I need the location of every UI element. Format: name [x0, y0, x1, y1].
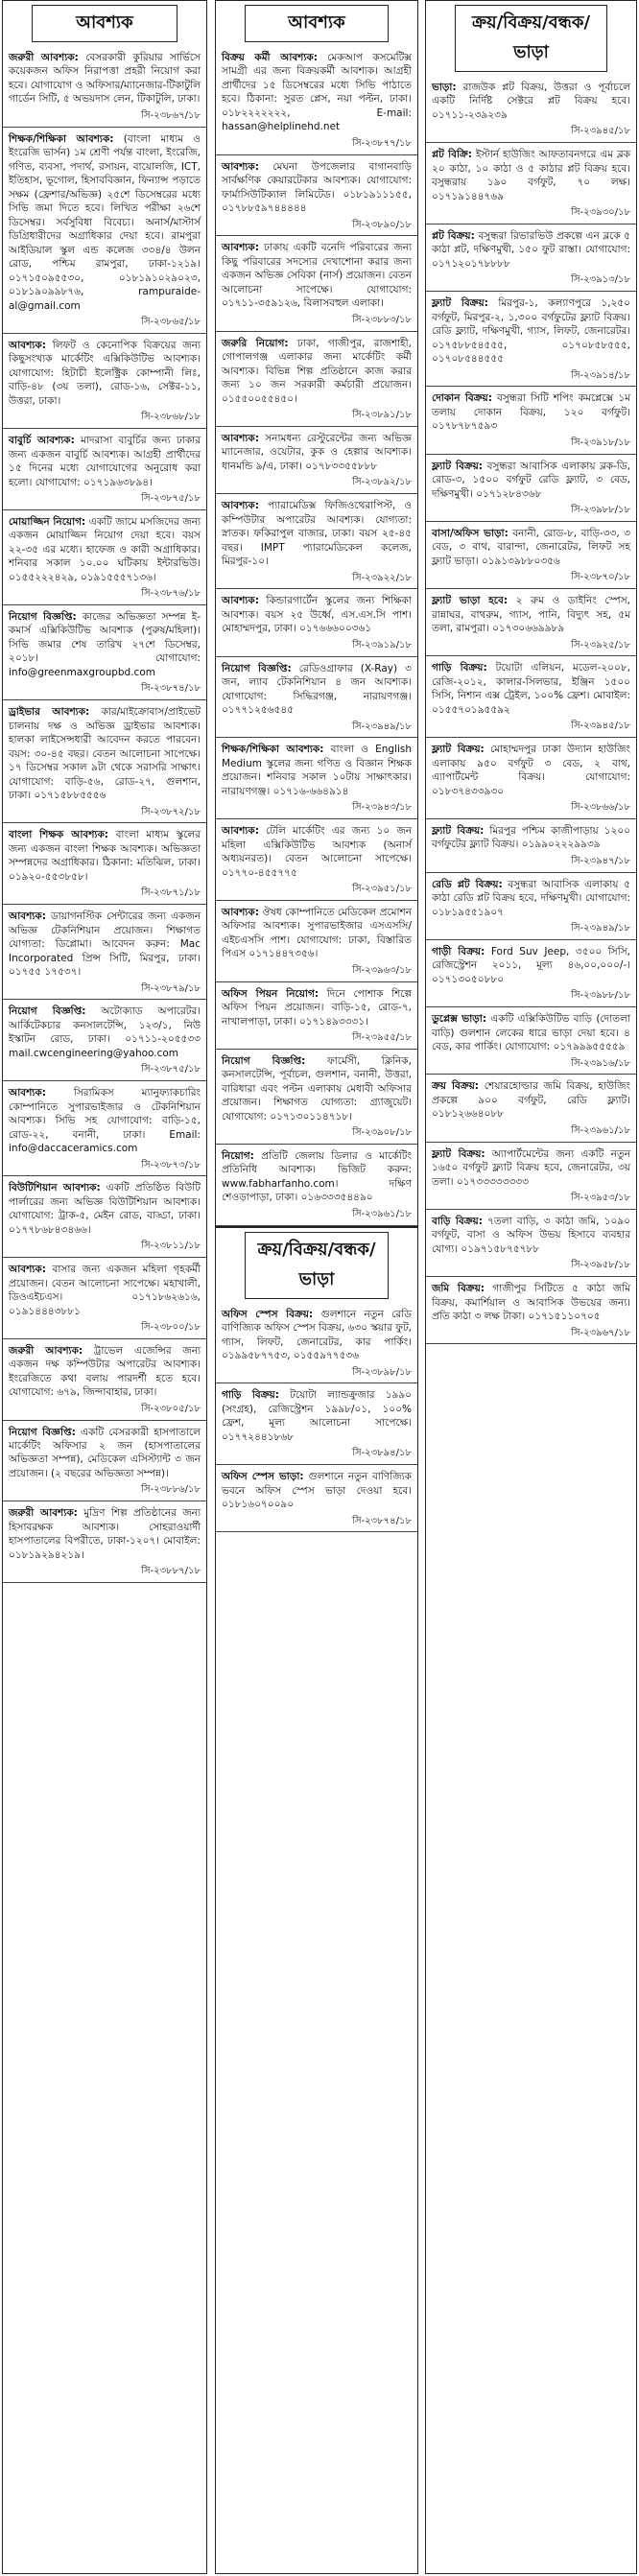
- classified-ad: [426, 522, 636, 589]
- ad-title: অফিস স্পেস বিক্রয়:: [222, 1308, 314, 1320]
- ad-title: বাসা/অফিস ভাড়া:: [432, 527, 509, 539]
- ad-reference: সি-২৩৮৭৬/১৮: [141, 588, 201, 600]
- ad-reference: সি-২৩৮৭৫/১৮: [141, 492, 201, 504]
- classified-ad: [216, 901, 417, 982]
- classified-ad: [426, 225, 636, 292]
- classified-ad: [426, 940, 636, 1007]
- ad-reference: সি-২৩৮৬৫/১৮: [141, 317, 201, 328]
- ad-reference: সি-২৩৯৪৭/১৮: [571, 855, 630, 866]
- classified-ad: [216, 1303, 417, 1384]
- ad-body: শেয়ারহোল্ডার জমি বিক্রয়, হাউজিং প্রকল্পে ৯০০ বর্গফুট, রেডি ফ্ল্যাট। ০১৮১২৬৬৪০৮৮: [432, 1080, 631, 1121]
- ad-title: ফ্ল্যাট বিক্রয়:: [432, 744, 485, 756]
- ad-title: বাংলা শিক্ষক আবশ্যক:: [9, 829, 108, 841]
- ad-title: আবশ্যক:: [9, 339, 46, 351]
- ad-reference: সি-২৩৯৫১/১৮: [352, 884, 412, 894]
- ad-body: ঢাকা, গাজীপুর, রাজশাহী, গোপালগঞ্জ এলাকার জন্য মার্কেটিং কর্মী আবশ্যক। বিভিন্ন শিল্প প্রতিষ্ঠানে কাজ করার জন্য ১০ জন সরকারী কর্মচারী প্রয়োজন। ০১৫৫০০৫৫৪৫০।: [222, 337, 412, 405]
- ad-title: আবশ্যক:: [9, 910, 46, 923]
- ad-body: অটোক্যাড অপারেটর। আর্কিটেকচার কনসালটেন্সি, ১২৩/১, নিউ ইস্কাটন রোড, ঢাকা। ০১৭১১-২০৫৫৩৩ mail.cwcengineering@yahoo.com: [9, 1005, 201, 1059]
- ad-title: ডুপ্লেক্স ভাড়া:: [432, 1013, 487, 1026]
- ad-reference: সি-২৩৮৯২/১৮: [352, 477, 412, 488]
- ad-title: ফ্ল্যাট ভাড়া হবে:: [432, 595, 509, 607]
- ad-reference: সি-২৩৯১৬/১৮: [571, 1057, 630, 1069]
- classified-ad: [3, 1501, 206, 1583]
- ad-title: জরুরী আবশ্যক:: [9, 1344, 83, 1357]
- ad-reference: সি-২৩৮০০/১৮: [141, 1321, 201, 1333]
- ad-reference: সি-২৩৯৬১/১৮: [571, 1124, 630, 1136]
- ad-title: আবশ্যক:: [222, 242, 259, 254]
- ad-title: বাবুর্চি আবশ্যক:: [9, 435, 75, 447]
- ad-title: আবশ্যক:: [222, 825, 259, 838]
- section-header: ক্রয়/বিক্রয়/বন্ধক/ভাড়া: [455, 5, 607, 72]
- ad-reference: সি-২৩৮৯৪/১৮: [352, 1448, 412, 1459]
- classified-ad: [3, 1339, 206, 1421]
- ad-list: [426, 76, 636, 1344]
- ad-title: ফ্ল্যাট বিক্রয়:: [432, 1147, 485, 1160]
- ad-title: গাড়ি বিক্রয়:: [432, 662, 487, 674]
- section-header: আবশ্যক: [32, 5, 178, 42]
- ad-reference: সি-২৩৮৯৮/১৮: [352, 1366, 412, 1378]
- classified-ad: [426, 387, 636, 454]
- ad-reference: সি-২৩৯০৮/১৮: [352, 1127, 412, 1139]
- ad-body: টয়োটা এলিয়ন, মডেল-২০০৮, রেজি-২০১২, কালার-সিলভার, ইঞ্জিন ১৫০০ সিসি, নিশান এক্স ট্রেইল, ১০০% ফ্রেশ। মোবাইল: ০১৫৫৭০১৯৫৫৯২: [432, 662, 630, 716]
- ad-reference: সি-২৩৯১৮/১৮: [571, 437, 630, 448]
- ad-title: জরুরি নিয়োগ:: [222, 337, 289, 349]
- ad-body: অ্যাপার্টমেন্টের জন্য একটি নতুন ১৬৫০ বর্গফুট ফ্ল্যাট বিক্রয় হবে, জেনারেটর, ৩য় তলা। ০১৭৩৩৩৩৩৩৩৩: [432, 1147, 630, 1188]
- classified-ad: [3, 1258, 206, 1339]
- ad-body: গুলশানে নতুন বাণিজ্যিক ভবনে অফিস স্পেস ভাড়া দেওয়া হবে। ০১৮১৬০৭০০৯০: [222, 1471, 413, 1511]
- ad-title: আবশ্যক:: [222, 906, 259, 918]
- ad-title: গাড়ি বিক্রয়:: [222, 1389, 279, 1402]
- ad-title: গাড়ী বিক্রয়:: [432, 945, 485, 957]
- ad-title: জমি বিক্রয়:: [432, 1283, 485, 1295]
- ad-reference: সি-২৩৯১৪/১৮: [571, 369, 630, 381]
- ad-reference: সি-২৩৮৮৬/১৮: [141, 1484, 201, 1496]
- ad-body: টেলি মার্কেটিং এর জন্য ১০ জন মহিলা এক্সিকিউটিভ আবশ্যক (অনার্স অধ্যয়নরত)। বেতন আলোচনা সাপেক্ষে। ০১৭৭০-৪৫৫৭৭৫: [222, 825, 412, 879]
- ad-body: মিরপুর পশ্চিম কাজীপাড়ায় ১২০০ বর্গফুটের ফ্ল্যাট বিক্রয়। ০১৯৯০২২২৯৯৩৯: [432, 824, 630, 851]
- ad-body: রেডিওগ্রাফার (X-Ray) ৩ জন, ল্যাব টেকনিশিয়ান ৪ জন আবশ্যক। যোগাযোগ: সিদ্ধিরগঞ্জ, নারায়ণগঞ্জ। ০১৭৭১২৫৬৫৪৫: [222, 662, 412, 717]
- ad-title: নিয়োগ বিজ্ঞপ্তি:: [222, 1054, 306, 1067]
- ad-reference: সি-২৩৮৭৯/১৮: [141, 982, 201, 994]
- ad-reference: সি-২৩৯৪৫/১৮: [571, 721, 630, 732]
- ad-list: [3, 46, 206, 1583]
- ad-body: মিরপুর-১, কল্যাণপুরে ১,২৫০ বর্গফুট, মিরপুর-২, ১,৩০০ বর্গফুটের ফ্ল্যাট বিক্রয়। রেডি ফ্ল্যাট, দক্ষিণমুখী, গ্যাস, লিফট, জেনারেটর। ০১৭৫৮৮৫৪৫৫৫, ০১৭০৮৫৮৫৫৫, ০১৭০৮৫৪৪৫৫৫: [432, 297, 631, 366]
- ad-title: আবশ্যক:: [9, 1087, 46, 1099]
- classified-ad: [216, 155, 417, 237]
- ad-title: ফ্ল্যাট বিক্রয়:: [432, 824, 485, 837]
- ad-body: বাংলা মাধ্যম স্কুলের জন্য একজন বাংলা শিক্ষক আবশ্যক। অভিজ্ঞতা সম্পন্নদের অগ্রাধিকার। ঠিকানা: মতিঝিল, ঢাকা। ০১৯২০-৫৫৩৮৫৮।: [9, 829, 201, 883]
- classified-ad: [426, 455, 636, 522]
- ad-reference: সি-২৩৯৪৫/১৮: [571, 126, 630, 137]
- ad-reference: সি-২৩৮৬৬/১৮: [571, 802, 630, 814]
- ad-body: সনামধন্য রেস্টুরেন্টের জন্য অভিজ্ঞ ম্যানেজার, ওয়েটার, কুক ও হেল্পার আবশ্যক। ধানমন্ডি ৯/এ, ঢাকা। ০১৭৮৩৩৫৫৮৮৮: [222, 432, 413, 472]
- classified-ad: [216, 332, 417, 427]
- ad-reference: সি-২৩৮৭৩/১৮: [141, 1159, 201, 1170]
- classified-ad: [216, 1145, 417, 1226]
- ad-reference: সি-২৩৯৫৩/১৮: [571, 1193, 630, 1204]
- ad-reference: সি-২৩৯১৯/১৮: [352, 639, 412, 650]
- ad-title: নিয়োগ বিজ্ঞপ্তি:: [9, 1005, 86, 1018]
- classified-ad: [216, 236, 417, 331]
- ad-title: শিক্ষক/শিক্ষিকা আবশ্যক:: [9, 132, 114, 145]
- ad-reference: সি-২৩৮৭৭/১৮: [352, 137, 412, 149]
- ad-reference: সি-২৩৮১১/১৮: [141, 1241, 201, 1252]
- ad-reference: সি-২৩৮৬৮/১৮: [141, 412, 201, 423]
- ad-reference: সি-২৩৮৮৩/১৮: [352, 314, 412, 325]
- ad-title: নিয়োগ বিজ্ঞপ্তি:: [222, 662, 292, 674]
- ad-body: মাদরাসা বাবুর্চির জন্য ঢাকার জন্য একজন বাবুর্চি আবশ্যক। আগ্রহী প্রার্থীদের ১৫ দিনের মধ্যে যোগাযোগের অনুরোধ করা হলো। যোগাযোগ: ০১৭১৯৬৩৮৯৪।: [9, 435, 201, 488]
- ad-body: টয়োটা ল্যান্ডক্রুজার ১৯৯০ (সংগ্রহ), রেজিস্ট্রেশন ১৯৯৮/০১, ১০০% ফ্রেশ, মূল্য আলোচনা সাপেক্ষে। ০১৭৭২৪৪১৮৬৮: [222, 1389, 413, 1443]
- classified-ad: [3, 823, 206, 905]
- ad-reference: সি-২৩৯৪৩/১৮: [352, 802, 412, 814]
- classified-ad: [426, 292, 636, 387]
- classified-ad: [3, 510, 206, 605]
- classified-ad: [3, 46, 206, 128]
- classified-ad: [3, 1000, 206, 1081]
- ad-body: বেসরকারী কুরিয়ার সার্ভিসে কয়েকজন অফিস নিরাপত্তা প্রহরী নিয়োগ করা হবে। যোগাযোগ ও অফিসার/ম্যানেজার-টিকাটুলি গার্ডেন সিটি, ৫ অভয়দাস লেন, টিকাটুলি, ঢাকা।: [9, 52, 201, 106]
- ad-body: ডায়াগনস্টিক সেন্টারের জন্য একজন অভিজ্ঞ টেকনিশিয়ান প্রয়োজন। শিক্ষাগত যোগ্যতা: ডিপ্লোমা। আবেদন করুন: Mac Incorporated প্রিন্স সিটি, মিরপুর, ঢাকা। ০১৭৫৫ ১৭৫৩৭।: [9, 910, 201, 979]
- ad-title: নিয়োগ বিজ্ঞপ্তি:: [9, 1426, 76, 1438]
- ad-body: প্রতিটি জেলায় ডিলার ও মার্কেটিং প্রতিনিধি আবশ্যক। ভিজিট করুন: www.fabharfanho.com। দক্ষিণ শেওড়াপাড়া, ঢাকা। ০১৬৩৩৩৫৪৪৯০: [222, 1150, 412, 1204]
- classified-ad: [3, 1081, 206, 1176]
- ad-reference: সি-২৩৮৭৪/১৮: [141, 683, 201, 695]
- ad-title: অফিস স্পেস ভাড়া:: [222, 1471, 304, 1483]
- classified-ad: [426, 589, 636, 656]
- classified-ad: [216, 657, 417, 739]
- ad-reference: সি-২৩৮৬৭/১৮: [141, 109, 201, 121]
- ad-reference: সি-২৩৯২৫/১৮: [571, 639, 630, 650]
- ad-title: ফ্ল্যাট বিক্রয়:: [432, 297, 488, 310]
- ad-reference: সি-২৩৯৬১/১৮: [352, 1208, 412, 1219]
- ad-title: মোয়াজ্জিন নিয়োগ:: [9, 515, 86, 528]
- ad-body: একটি বেসরকারী হাসপাতালে মার্কেটিং অফিসার ২ জন (হাসপাতালের অভিজ্ঞতা সম্পন্ন), মেডিকেল এসিস্ট্যান্ট ৩ জন প্রয়োজন। (২ বছরের অভিজ্ঞতা সম্পন্ন)।: [9, 1426, 201, 1479]
- section-header: আবশ্যক: [245, 5, 389, 42]
- ad-body: বাংলা ও English Medium স্কুলের জন্য গণিত ও বিজ্ঞান শিক্ষক প্রয়োজন। শনিবার সকাল ১০টায় সাক্ষাৎকার। নারায়ণগঞ্জ। ০১৭১৬-৬৬৪৯১৪: [222, 744, 413, 797]
- ad-title: নিয়োগ বিজ্ঞপ্তি:: [9, 611, 77, 623]
- ad-title: আবশ্যক:: [222, 432, 259, 444]
- ad-body: মুদ্রিণ শিল্প প্রতিষ্ঠানের জন্য হিসাবরক্ষক আবশ্যক। সোহরাওয়ার্দী হাসপাতালের বিপরীতে, ঢাকা-১২০৭। মোবাইল: ০১৮১৯২৯৪২১৯।: [9, 1507, 201, 1561]
- ad-body: বসুন্ধরা রিভারভিউ প্রকল্পে এন ব্লকে ৫ কাঠা প্লট, দক্ষিণমুখী, ১৫০ ফুট রাস্তা। যোগাযোগ: ০১৭১২০১৭৮৮৮৮: [432, 229, 630, 270]
- ad-reference: সি-২৩৯৩০/১৮: [571, 207, 630, 219]
- classified-ad: [3, 334, 206, 429]
- ad-title: নিয়োগ:: [222, 1150, 254, 1162]
- column-jobs-left: [2, 0, 207, 2574]
- ad-body: ট্রাভেল এজেন্সির জন্য একজন দক্ষ কম্পিউটার অপারেটর আবশ্যক। ইংরেজিতে কথা বলায় পারদর্শী হতে হবে। যোগাযোগ: ৬৭৯, জিন্দাবাহার, ঢাকা।: [9, 1344, 201, 1399]
- ad-body: লিফট ও কেনোপিক বিক্রয়ের জন্য কিছুসংখ্যক মার্কেটিং এক্সিকিউটিভ আবশ্যক। যোগাযোগ: হিটাচী ইলেক্ট্রিক কোম্পানী লিঃ, বাড়ি-৪৮ (৩য় তলা), রোড-১৬, সেক্টর-১১, উত্তরা, ঢাকা।: [9, 339, 201, 407]
- classified-ad: [426, 819, 636, 873]
- ad-body: বসুন্ধরা আবাসিক এলাকায় ৫ কাঠা রেডি প্লট বিক্রয় হবে, দক্ষিণমুখী। যোগাযোগ: ০১৮১৯৫৫১৯০৭: [432, 878, 630, 918]
- classified-ad: [3, 1421, 206, 1502]
- classified-ad: [3, 905, 206, 1000]
- ad-title: বিক্রয় কর্মী আবশ্যক:: [222, 52, 318, 63]
- column-jobs-middle: [215, 0, 418, 2574]
- classified-ad: [3, 128, 206, 334]
- ad-title: শিক্ষক/শিক্ষিকা আবশ্যক:: [222, 744, 324, 756]
- ad-title: আবশ্যক:: [222, 595, 259, 607]
- ad-reference: সি-২৩৮৯০/১৮: [352, 219, 412, 230]
- classified-ad: [3, 605, 206, 700]
- column-sale: [425, 0, 637, 2574]
- ad-title: রেডি প্লট বিক্রয়:: [432, 878, 503, 890]
- ad-body: সিরামিকস ম্যানুফ্যাকচারিং কোম্পানিতে সুপারভাইজার ও টেকনিশিয়ান আবশ্যক। সিভি সহ যোগাযোগ: বাড়ি-১৫, রোড-২২, বনানী, ঢাকা। Email: info@daccaceramics.com: [9, 1087, 201, 1155]
- ad-body: বসুন্ধরা আবাসিক এলাকায় ব্লক-ডি, রোড-৩, ১৫০০ বর্গফুট রেডি ফ্ল্যাট, ৩ বেড, দক্ষিণমুখী। ০১৭১২৮৪৩৬৮: [432, 460, 630, 500]
- ad-title: প্লট বিক্রি:: [432, 149, 472, 161]
- ad-list: [216, 46, 417, 1226]
- classified-ad: [216, 494, 417, 589]
- ad-title: ভাড়া:: [432, 82, 457, 93]
- classified-ad: [216, 589, 417, 656]
- classified-ad: [216, 982, 417, 1050]
- ad-body: রাজউক প্লট বিক্রয়, উত্তরা ও পূর্বাচলে একটি নির্দিষ্ট সেক্টরে প্লট বিক্রয় হবে। ০১৭১১-২৩৯২৩৯: [432, 82, 630, 121]
- ad-reference: সি-২৩৯৫৫/১৮: [352, 1031, 412, 1043]
- ad-body: একটি জামে মসজিদের জন্য একজন মোয়াজ্জিন নিয়োগ দেয়া হবে। বয়স ২২-৩৫ এর মধ্যে। হাফেজ ও কারী অগ্রাধিকার। শনিবার সকাল ১০.০০ ঘটিকায় ইন্টারভিউ। ০১৫৫২২২৪২৯, ০১৯১৫৫৫৭১৩৬।: [9, 515, 201, 583]
- ad-body: ফার্মেসী, ক্লিনিক, কনসালটেন্সি, পূর্বাচল, গুলশান, বনানী, উত্তরা, বারিধারা এবং পল্টন এলাকায় মেধাবী অফিসার প্রয়োজন। শিক্ষাগত যোগ্যতা: গ্র্যাজুয়েট। যোগাযোগ: ০১৭১৩০১১৪৭১৮।: [222, 1054, 412, 1123]
- ad-reference: সি-২৩৮০৫/১৮: [141, 1403, 201, 1414]
- classified-ad: [216, 819, 417, 901]
- classified-ad: [426, 873, 636, 940]
- ad-title: আবশ্যক:: [9, 1264, 46, 1276]
- classified-ad: [216, 1465, 417, 1532]
- ad-reference: সি-২৩৯৮৮/১৮: [571, 990, 630, 1002]
- ad-body: বাসার জন্য একজন মহিলা গৃহকর্মী প্রয়োজন। বেতন আলোচনা সাপেক্ষে। মহাখালী, ডিওএইচএস। ০১৭১৮৬২৬১৬, ০১৯১৪৪৪৩৮৮১: [9, 1264, 201, 1317]
- ad-title: আবশ্যক:: [222, 160, 259, 173]
- ad-title: প্লট বিক্রয়:: [432, 229, 475, 242]
- ad-reference: সি-২৩৯৪৯/১৮: [352, 721, 412, 732]
- ad-title: বাড়ি বিক্রয়:: [432, 1215, 483, 1227]
- ad-reference: সি-২৩৯৫৮/১৮: [571, 1260, 630, 1271]
- classified-ad: [426, 1210, 636, 1277]
- ad-body: দিনে পোশাক শিল্পে অফিস পিয়ন প্রয়োজন। বাড়ি-১৫, রোড-৭, নাখালপাড়া, ঢাকা। ০১৭১৪৯৩৩৩১।: [222, 987, 413, 1028]
- ad-title: ক্রয় বিক্রয়:: [432, 1080, 480, 1093]
- ad-body: গাজীপুর সিটিতে ৫ কাঠা জমি বিক্রয়, কমার্শিয়াল ও আবাসিক উভয়ের জন্য। প্রতি কাঠা ৩ লক্ষ টাকা। ০১৭১৫১১০৭০৫: [432, 1283, 630, 1323]
- ad-title: বিউটিশিয়ান আবশ্যক:: [9, 1182, 101, 1194]
- ad-reference: সি-২৩৯৬৩/১৮: [352, 964, 412, 976]
- ad-reference: সি-২৩৮৮৭/১৮: [141, 1566, 201, 1577]
- classified-ad: [3, 700, 206, 823]
- classified-ad: [426, 76, 636, 143]
- ad-reference: সি-২৩৮৭০/১৮: [571, 572, 630, 583]
- ad-title: ফ্ল্যাট বিক্রয়:: [432, 460, 483, 472]
- classified-ad: [216, 1050, 417, 1145]
- ad-body: ইস্টার্ন হাউজিং আফতাবনগরে এম ব্লক ২০ কাঠা, ১০ কাঠা ও ৫ কাঠার প্লট বিক্রয় হবে। বসুন্ধরায় ১৯০ বর্গফুট, ৭০ লক্ষ। ০১৭১৯১৪৪৭৬৯: [432, 149, 630, 202]
- ad-body: গুলশানে নতুন রেডি বাণিজ্যিক অফিস স্পেস বিক্রয়, ৬৩০ স্কয়ার ফুট, গ্যাস, লিফট, জেনারেটর, কার পার্কিং। ০১৯৯৫৮৭৭৫৩, ০১৫৫৯৭৭৫৩৬: [222, 1308, 412, 1362]
- classified-ad: [426, 1075, 636, 1142]
- ad-body: কাজের অভিজ্ঞতা সম্পন্ন ই-কমার্স এক্সিকিউটিভ আবশ্যক (পুরুষ/মহিলা)। সিভি জমার শেষ তারিখ ২৭শে ডিসেম্বর, ২০১৮। যোগাযোগ: info@greenmaxgroupbd.com: [9, 611, 201, 678]
- ad-body: বনানী, রোড-৮, বাড়ি-৩৩, ৩ বেড, ৩ বাথ, বারান্দা, জেনারেটর, লিফট সহ ফ্ল্যাট ভাড়া। ০১৯১৩৯৮৮০৩৫৬: [432, 527, 630, 567]
- classified-ad: [216, 1383, 417, 1465]
- ad-body: প্যারামেডিক্স ফিজিওথেরাপিস্ট, ও কম্পিউটার অপারেটর আবশ্যক। যোগ্যতা: স্নাতক। ফকিরাপুল বাজার, ঢাকা। বয়স ২৫-৪৫ বছর। IMPT প্যারামেডিকেল কলেজ, মিরপুর-১০।: [222, 500, 412, 568]
- classified-ad: [426, 656, 636, 738]
- classified-ad: [426, 1007, 636, 1075]
- ad-title: আবশ্যক:: [222, 500, 259, 512]
- classified-ad: [216, 427, 417, 494]
- ad-reference: সি-২৩৮৭২/১৮: [141, 806, 201, 817]
- ad-reference: সি-২৩৯২২/১৮: [352, 572, 412, 583]
- ad-title: অফিস পিয়ন নিয়োগ:: [222, 987, 320, 1000]
- ad-title: ড্রাইভার আবশ্যক:: [9, 706, 90, 719]
- section-header-sale: ক্রয়/বিক্রয়/বন্ধক/ভাড়া: [245, 1232, 389, 1299]
- ad-reference: সি-২৩৮৭৪/১৮: [352, 1515, 412, 1526]
- ad-body: কার/মাইক্রোবাস/প্রাইভেট চালনায় দক্ষ ও অভিজ্ঞ ড্রাইভার আবশ্যক। হালকা লাইসেন্সধারী আবেদন করতে পারবেন। বয়স: ৩০-৪৫ বছর। বেতন আলোচনা সাপেক্ষে। ১৭ ডিসেম্বর সকাল ৯টা থেকে সরাসরি সাক্ষাৎ। যোগাযোগ: বাড়ি-৫৬, রোড-২৭, গুলশান, ঢাকা। ০১৭১৫৮৮৫৫৫৬: [9, 706, 201, 802]
- ad-reference: সি-২৩৮৭৫/১৮: [141, 1064, 201, 1075]
- classified-ad: [216, 46, 417, 155]
- ad-title: দোকান বিক্রয়:: [432, 392, 492, 405]
- ad-body: মেঘনা উপজেলার বাগানবাড়ি সার্বক্ষণিক কেয়ারটেকার আবশ্যক। যোগাযোগ: ফার্মাসিউটিক্যাল লিমিটেড। ০১৮১৯১১১৫৫, ০১৭৮৮৫৯৭৪৪৪৪৪: [222, 160, 412, 215]
- ad-body: বসুন্ধরা সিটি শপিং কমপ্লেক্সে ১ম তলায় দোকান বিক্রয়, ১২০ বর্গফুট। ০১৭৮৭৮৭৫৯৩: [432, 392, 631, 433]
- ad-body: একটি এক্সিকিউটিভ বাড়ি (দোতলা বাড়ি) গুলশান লেকের ধারে ভাড়া দেয়া হবে। ৪ বেড, কার পার্কিং। যোগাযোগ: ০১৭৯৯৯৫৫৫৫৯: [432, 1013, 630, 1053]
- ad-body: ৭তলা বাড়ি, ৩ কাঠা জমি, ১০৯০ বর্গফুট, বাসা ও অফিস উভয় হিসাবে ব্যবহার যোগ্য। ০১৯৭১৫৮৭৫৭৮৮: [432, 1215, 630, 1255]
- ad-title: জরুরী আবশ্যক:: [9, 52, 79, 63]
- classified-ad: [426, 1143, 636, 1210]
- ad-reference: সি-২৩৮৯১/১৮: [352, 410, 412, 421]
- ad-reference: সি-২৩৯৮৮/১৮: [571, 505, 630, 516]
- ad-reference: সি-২৩৯৬৭/১৮: [571, 1327, 630, 1338]
- ad-title: জরুরী আবশ্যক:: [9, 1507, 78, 1520]
- ad-body: মেকআপ কসমেটিক্স সামগ্রী এর জন্য বিক্রয়কর্মী আবশ্যক। আগ্রহী প্রার্থীদের ১৫ ডিসেম্বরের মধ্যে সিভি পাঠাতে হবে। ঠিকানা: সুরত প্লেস, নয়া পল্টন, ঢাকা। ০১৮২২২২২২২, E-mail: hassan@helplinehd.net: [222, 52, 413, 133]
- classified-ad: [216, 738, 417, 819]
- classified-ad: [426, 1277, 636, 1344]
- ad-body: (বাংলা মাধ্যম ও ইংরেজি ভার্সন) ১ম শ্রেণী পর্যন্ত বাংলা, ইংরেজি, গণিত, ব্যবসা, পদার্থ, রসায়ন, বায়োলজি, ICT, ইতিহাস, ভূগোল, হিসাববিজ্ঞান, ফিন্যান্স পড়াতে সক্ষম (ফ্রেশার/অভিজ্ঞ) ২৫শে ডিসেম্বরের মধ্যে সিভি জমা দিতে হবে। লিখিত পরীক্ষা ২৬শে ডিসেম্বর। সর্বসুবিধা বিবেচ্য। অনার্স/মাস্টার্স ডিগ্রিধারীদের অগ্রাধিকার দেয়া হবে। রামপুরা আইডিয়াল স্কুল এন্ড কলেজ ৩৩৪/৪ উলন রোড, পশ্চিম রামপুরা, ঢাকা-১২১৯। ০১৭১৫০৯৫৫৩০, ০১৮১৯১০২৯০২৩, ০১৮১৯০৯৯৮৭৬, rampuraide-al@gmail.com: [9, 132, 201, 312]
- ad-body: একটি প্রতিষ্ঠিত বিউটি পার্লারের জন্য অভিজ্ঞ বিউটিশিয়ান আবশ্যক। যোগাযোগ: ট্রাক-৫, মেইন রোড, বাড্ডা, ঢাকা। ০১৭৭৮৬৮৪৩৪৬৬।: [9, 1182, 201, 1236]
- divider: [216, 1226, 417, 1228]
- ad-reference: সি-২৩৮৭১/১৮: [141, 887, 201, 899]
- ad-body: মোহাম্মদপুর ঢাকা উদ্যান হাউজিং এলাকায় ৯৫০ বর্গফুট ৩ বেড, ২ বাথ, এ্যাপার্টমেন্ট বিক্রয়। যোগাযোগ: ০১৮৩৭৪৩৩৯৩০: [432, 744, 630, 797]
- classified-ad: [426, 738, 636, 819]
- ad-body: কিন্ডারগার্টেন স্কুলের জন্য শিক্ষিকা আবশ্যক। বয়স ২৫ উর্ধ্বে, এস.এস.সি পাশ। মোহাম্মদপুর, ঢাকা। ০১৭৬৬৬০০৩৬১: [222, 595, 412, 635]
- ad-body: ঢাকায় একটি বনেদি পরিবারের জন্য কিছু পরিবারের সদস্যের দেখাশোনা করার জন্য একজন অভিজ্ঞ সেবিকা (নার্স) প্রয়োজন। বেতন আলোচনা সাপেক্ষে। যোগাযোগ: ০১৭১১-৩৫৯১২৬, বিলাসবহুল এলাকা।: [222, 242, 413, 310]
- ad-reference: সি-২৩৯১৩/১৮: [571, 274, 630, 286]
- ad-body: Ford Suv Jeep, ৩৫০০ সিসি, রেজিস্ট্রেশন ২০১১, মূল্য ৪৬,০০,০০০/-। ০১৭১৩০৫০৮৮০: [432, 945, 630, 985]
- classified-ad: [3, 429, 206, 510]
- classified-ad: [426, 143, 636, 225]
- classified-ad: [3, 1176, 206, 1258]
- ad-body: ২ রুম ও ডাইনিং স্পেস, রান্নাঘর, বাথরুম, গ্যাস, পানি, বিদ্যুৎ সহ, ৫ম তলা, রামপুরা। ০১৭৩০৬৬৯৯৮৯: [432, 595, 630, 635]
- ad-list-sale: [216, 1303, 417, 1533]
- ad-reference: সি-২৩৯৪৯/১৮: [571, 923, 630, 934]
- ad-body: ঔষধ কোম্পানিতে মেডিকেল প্রমোশন অফিসার আবশ্যক। সুপারভাইজার এসএসসি/এইচএসসি পাশ। যোগাযোগ: ঢাকা, বিস্তারিত পিএস ০১৭১৪৪৭৩৫৬।: [222, 906, 413, 960]
